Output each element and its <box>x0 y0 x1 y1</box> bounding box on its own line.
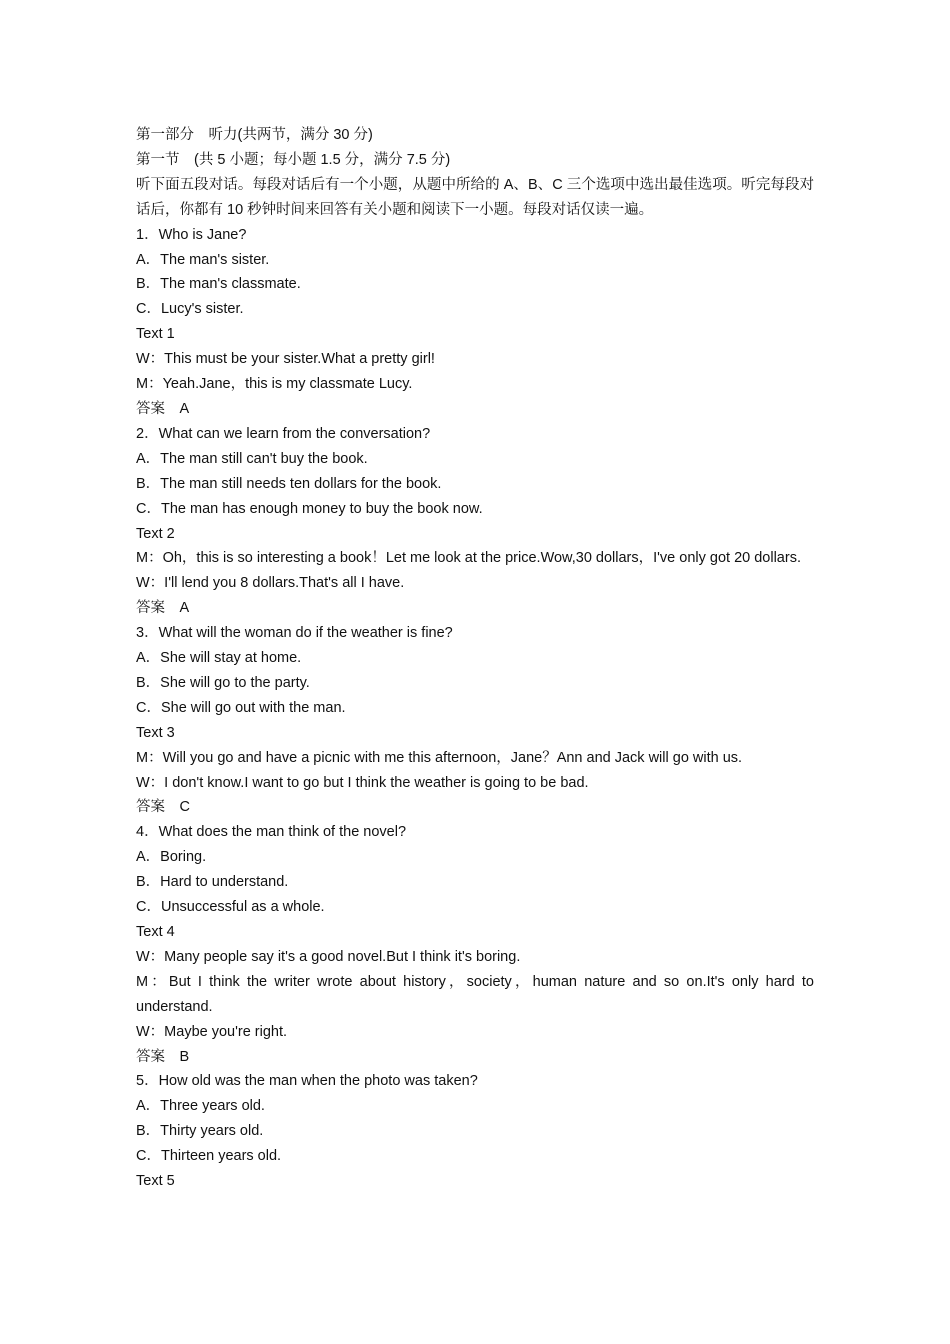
text-3-line-2: W：I don't know.I want to go but I think the weather is going to be bad. <box>136 774 589 791</box>
section-heading: 第一节 (共 5 小题；每小题 1.5 分，满分 7.5 分) <box>136 151 451 168</box>
text-3-label: Text 3 <box>136 724 175 741</box>
q2-question: 2．What can we learn from the conversation? <box>136 425 431 442</box>
text-4-line-1: W：Many people say it's a good novel.But I think it's boring. <box>136 948 521 965</box>
text-4-line-3: W：Maybe you're right. <box>136 1023 288 1040</box>
text-3-line-1: M：Will you go and have a picnic with me this afternoon，Jane？Ann and Jack will go with us. <box>136 749 743 766</box>
q5-option-b: B．Thirty years old. <box>136 1123 264 1140</box>
text-2-line-1: M：Oh，this is so interesting a book！Let me look at the price.Wow,30 dollars，I've only got 20 dollars. <box>136 550 801 567</box>
text-4-line-2: M：But I think the writer wrote about history，society，human nature and so on.It's only hard to understand. <box>136 973 819 1015</box>
answer-4: 答案 B <box>136 1048 190 1065</box>
q1-option-b: B．The man's classmate. <box>136 276 301 293</box>
q1-option-c: C．Lucy's sister. <box>136 301 244 318</box>
part-heading: 第一部分 听力(共两节，满分 30 分) <box>136 127 373 143</box>
text-1-line-2: M：Yeah.Jane，this is my classmate Lucy. <box>136 376 413 393</box>
text-2-label: Text 2 <box>136 525 175 542</box>
q5-option-c: C．Thirteen years old. <box>136 1148 282 1165</box>
q4-option-a: A．Boring. <box>136 849 207 866</box>
text-1-line-1: W：This must be your sister.What a pretty girl! <box>136 351 435 368</box>
q2-option-a: A．The man still can't buy the book. <box>136 450 368 467</box>
text-4-label: Text 4 <box>136 924 175 940</box>
q2-option-c: C．The man has enough money to buy the book now. <box>136 500 483 517</box>
document-page <box>136 123 819 1194</box>
text-2-line-2: W：I'll lend you 8 dollars.That's all I have. <box>136 575 405 592</box>
q4-option-c: C．Unsuccessful as a whole. <box>136 899 325 916</box>
text-1-label: Text 1 <box>136 326 175 343</box>
q5-option-a: A．Three years old. <box>136 1098 265 1115</box>
text-5-label: Text 5 <box>136 1173 175 1190</box>
q4-question: 4．What does the man think of the novel? <box>136 824 407 841</box>
q1-question: 1．Who is Jane? <box>136 226 247 243</box>
q3-option-a: A．She will stay at home. <box>136 650 302 667</box>
instructions-paragraph: 听下面五段对话。每段对话后有一个小题，从题中所给的 A、B、C 三个选项中选出最佳选项。听完每段对话后，你都有 10 秒钟时间来回答有关小题和阅读下一小题。每段对话仅读一遍。 <box>136 176 814 218</box>
q3-question: 3．What will the woman do if the weather is fine? <box>136 625 453 642</box>
answer-3: 答案 C <box>136 799 190 816</box>
q5-question: 5．How old was the man when the photo was taken? <box>136 1073 478 1090</box>
answer-1: 答案 A <box>136 400 190 417</box>
answer-2: 答案 A <box>136 600 190 617</box>
q1-option-a: A．The man's sister. <box>136 251 270 268</box>
q3-option-c: C．She will go out with the man. <box>136 699 346 716</box>
q3-option-b: B．She will go to the party. <box>136 674 310 691</box>
q2-option-b: B．The man still needs ten dollars for the book. <box>136 475 442 492</box>
q4-option-b: B．Hard to understand. <box>136 874 289 891</box>
